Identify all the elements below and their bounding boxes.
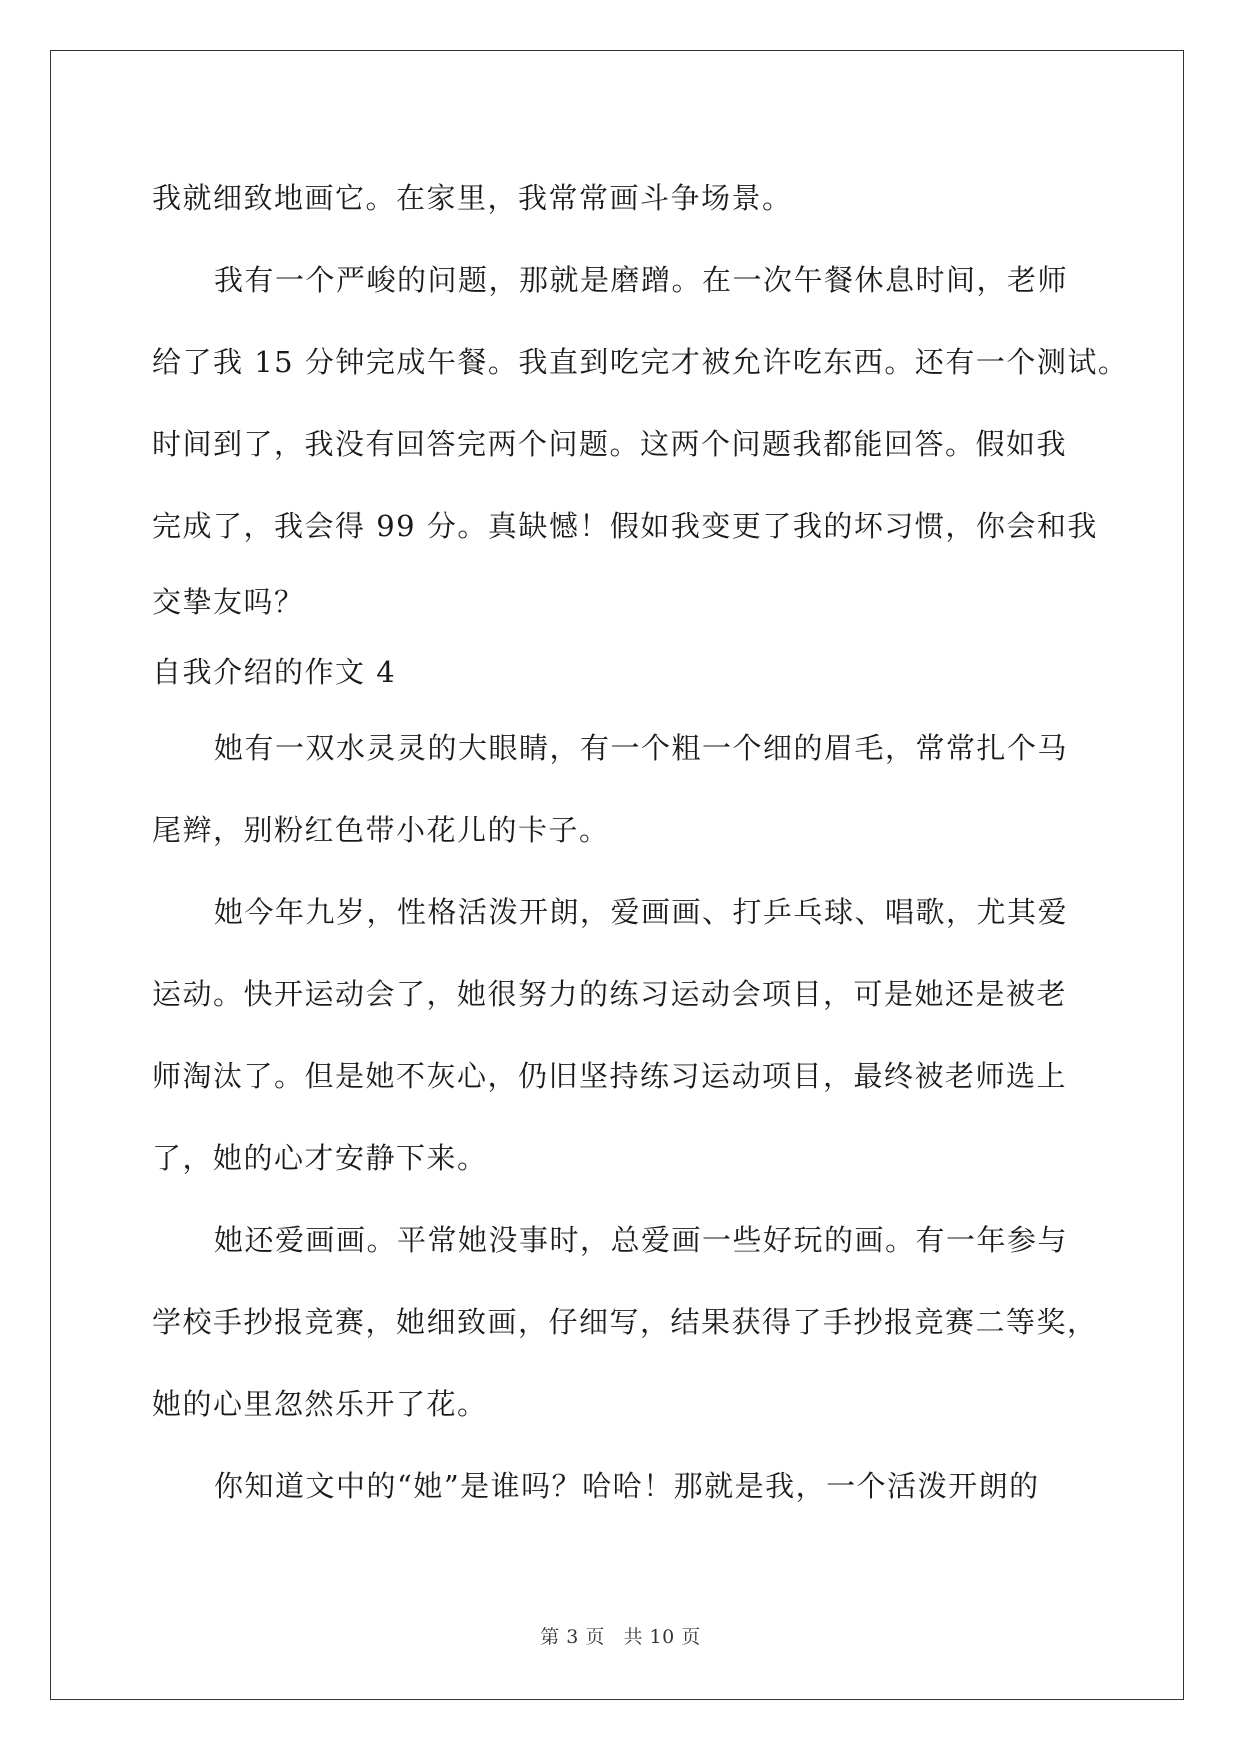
page-number: 第 3 页	[540, 1626, 605, 1648]
text-line: 了，她的心才安静下来。	[152, 1141, 488, 1175]
text-line: 运动。快开运动会了，她很努力的练习运动会项目，可是她还是被老	[152, 977, 1068, 1011]
paragraph-start-line: 她有一双水灵灵的大眼睛，有一个粗一个细的眉毛，常常扎个马	[214, 731, 1069, 765]
paragraph-start-line: 我有一个严峻的问题，那就是磨蹭。在一次午餐休息时间，老师	[214, 263, 1069, 297]
text-line: 尾辫，别粉红色带小花儿的卡子。	[152, 813, 610, 847]
document-body	[152, 157, 1129, 1527]
text-line: 给了我 15 分钟完成午餐。我直到吃完才被允许吃东西。还有一个测试。	[152, 345, 1129, 379]
text-line: 时间到了，我没有回答完两个问题。这两个问题我都能回答。假如我	[152, 427, 1068, 461]
page-total: 共 10 页	[623, 1626, 701, 1648]
text-line: 交挚友吗？	[152, 585, 305, 619]
paragraph-start-line: 她还爱画画。平常她没事时，总爱画一些好玩的画。有一年参与	[214, 1223, 1069, 1257]
paragraph-start-line: 她今年九岁，性格活泼开朗，爱画画、打乒乓球、唱歌，尤其爱	[214, 895, 1069, 929]
page-footer	[0, 1622, 1241, 1649]
text-line: 我就细致地画它。在家里，我常常画斗争场景。	[152, 181, 793, 215]
text-line: 学校手抄报竞赛，她细致画，仔细写，结果获得了手抄报竞赛二等奖，	[152, 1305, 1098, 1339]
section-heading: 自我介绍的作文 4	[152, 655, 397, 689]
paragraph-start-line: 你知道文中的“她”是谁吗？哈哈！那就是我，一个活泼开朗的	[214, 1469, 1040, 1503]
text-line: 师淘汰了。但是她不灰心，仍旧坚持练习运动项目，最终被老师选上	[152, 1059, 1068, 1093]
text-line: 她的心里忽然乐开了花。	[152, 1387, 488, 1421]
text-line: 完成了，我会得 99 分。真缺憾！假如我变更了我的坏习惯，你会和我	[152, 509, 1098, 543]
